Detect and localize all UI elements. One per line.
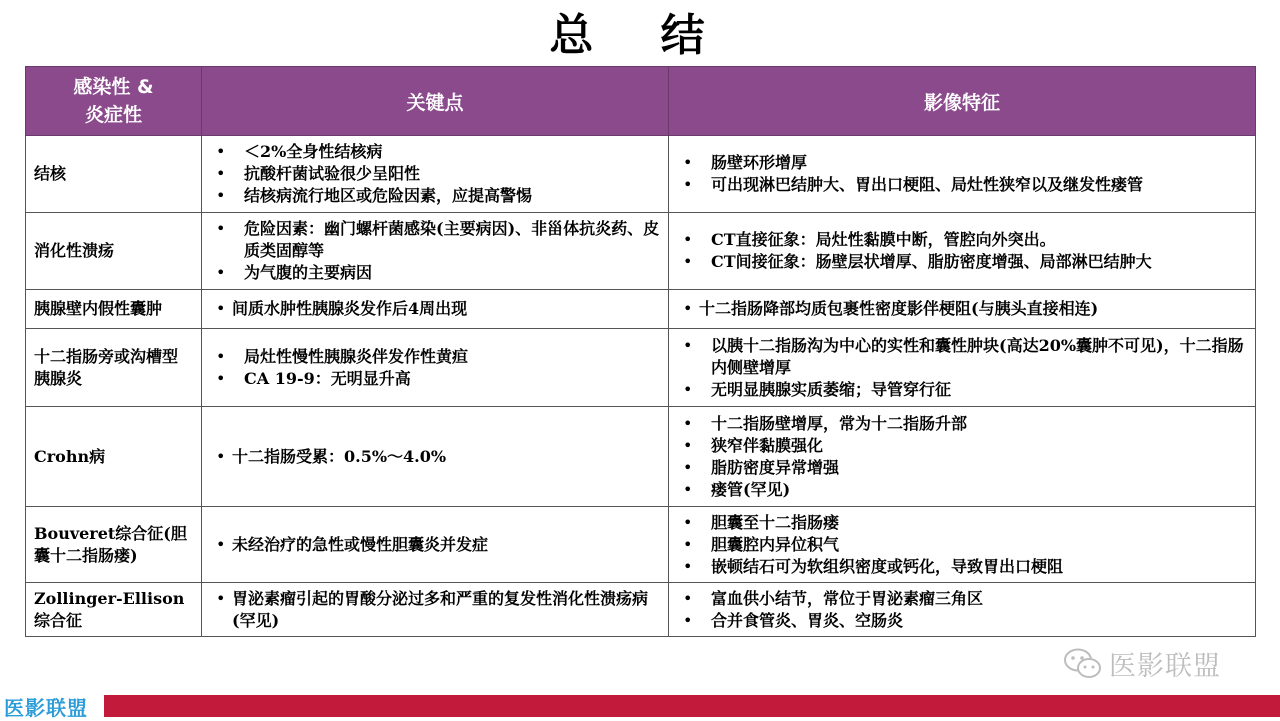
row-category: 十二指肠旁或沟槽型胰腺炎 — [26, 329, 202, 407]
list-item: • 无明显胰腺实质萎缩；导管穿行征 — [677, 379, 1247, 401]
list-item: • 为气腹的主要病因 — [210, 262, 660, 284]
row-key-points — [202, 329, 669, 407]
list-item: • 胆囊腔内异位积气 — [677, 534, 1247, 556]
list-item: • CA 19-9：无明显升高 — [210, 368, 660, 390]
list-item: • 肠壁环形增厚 — [677, 152, 1247, 174]
row-imaging — [669, 407, 1256, 507]
row-category: Zollinger-Ellison综合征 — [26, 583, 202, 637]
watermark-text: 医影联盟 — [1109, 651, 1221, 682]
table-row — [26, 290, 1256, 329]
list-item: • 嵌顿结石可为软组织密度或钙化，导致胃出口梗阻 — [677, 556, 1247, 578]
list-item: • 抗酸杆菌试验很少呈阳性 — [210, 163, 660, 185]
table-row — [26, 329, 1256, 407]
row-key-points — [202, 407, 669, 507]
list-item: • ＜2%全身性结核病 — [210, 141, 660, 163]
list-item: • 可出现淋巴结肿大、胃出口梗阻、局灶性狭窄以及继发性瘘管 — [677, 174, 1247, 196]
row-key-points — [202, 290, 669, 329]
list-item: • 脂肪密度异常增强 — [677, 457, 1247, 479]
list-item: • 十二指肠壁增厚，常为十二指肠升部 — [677, 413, 1247, 435]
wechat-icon — [1063, 647, 1103, 681]
table-row — [26, 507, 1256, 583]
list-item: • CT直接征象：局灶性黏膜中断，管腔向外突出。 — [677, 229, 1247, 251]
row-category: 胰腺壁内假性囊肿 — [26, 290, 202, 329]
table-header-row — [26, 67, 1256, 136]
list-item: • 合并食管炎、胃炎、空肠炎 — [677, 610, 1247, 632]
row-key-points — [202, 583, 669, 637]
row-imaging — [669, 290, 1256, 329]
row-imaging — [669, 213, 1256, 290]
list-item: • 狭窄伴黏膜强化 — [677, 435, 1247, 457]
list-item: • 危险因素：幽门螺杆菌感染(主要病因)、非甾体抗炎药、皮质类固醇等 — [210, 218, 660, 262]
row-category: Bouveret综合征(胆囊十二指肠瘘) — [26, 507, 202, 583]
list-item: • 十二指肠降部均质包裹性密度影伴梗阻(与胰头直接相连) — [677, 298, 1247, 320]
row-category: 结核 — [26, 136, 202, 213]
summary-table — [25, 66, 1256, 637]
table-row — [26, 583, 1256, 637]
footer-logo: 医影联盟 — [4, 696, 88, 720]
row-key-points — [202, 213, 669, 290]
row-imaging — [669, 136, 1256, 213]
header-key-points: 关键点 — [202, 67, 669, 136]
list-item: • CT间接征象：肠壁层状增厚、脂肪密度增强、局部淋巴结肿大 — [677, 251, 1247, 273]
list-item: • 胆囊至十二指肠瘘 — [677, 512, 1247, 534]
table-row — [26, 136, 1256, 213]
row-category: 消化性溃疡 — [26, 213, 202, 290]
list-item: • 富血供小结节，常位于胃泌素瘤三角区 — [677, 588, 1247, 610]
header-imaging: 影像特征 — [669, 67, 1256, 136]
header-category: 感染性 & 炎症性 — [26, 67, 202, 136]
list-item: • 以胰十二指肠沟为中心的实性和囊性肿块(高达20%囊肿不可见)，十二指肠内侧壁增厚 — [677, 335, 1247, 379]
row-key-points — [202, 507, 669, 583]
list-item: • 十二指肠受累：0.5%～4.0% — [210, 446, 660, 468]
list-item: • 局灶性慢性胰腺炎伴发作性黄疸 — [210, 346, 660, 368]
list-item: • 胃泌素瘤引起的胃酸分泌过多和严重的复发性消化性溃疡病(罕见) — [210, 588, 660, 632]
watermark — [1063, 644, 1221, 683]
list-item: • 未经治疗的急性或慢性胆囊炎并发症 — [210, 534, 660, 556]
table-row — [26, 213, 1256, 290]
row-key-points — [202, 136, 669, 213]
footer-red-stripe — [104, 695, 1280, 717]
list-item: • 瘘管(罕见) — [677, 479, 1247, 501]
page-title: 总 结 — [549, 10, 731, 61]
row-imaging — [669, 583, 1256, 637]
footer-bar — [0, 695, 1280, 720]
table-row — [26, 407, 1256, 507]
list-item: • 结核病流行地区或危险因素，应提高警惕 — [210, 185, 660, 207]
list-item: • 间质水肿性胰腺炎发作后4周出现 — [210, 298, 660, 320]
row-imaging — [669, 329, 1256, 407]
row-imaging — [669, 507, 1256, 583]
row-category: Crohn病 — [26, 407, 202, 507]
